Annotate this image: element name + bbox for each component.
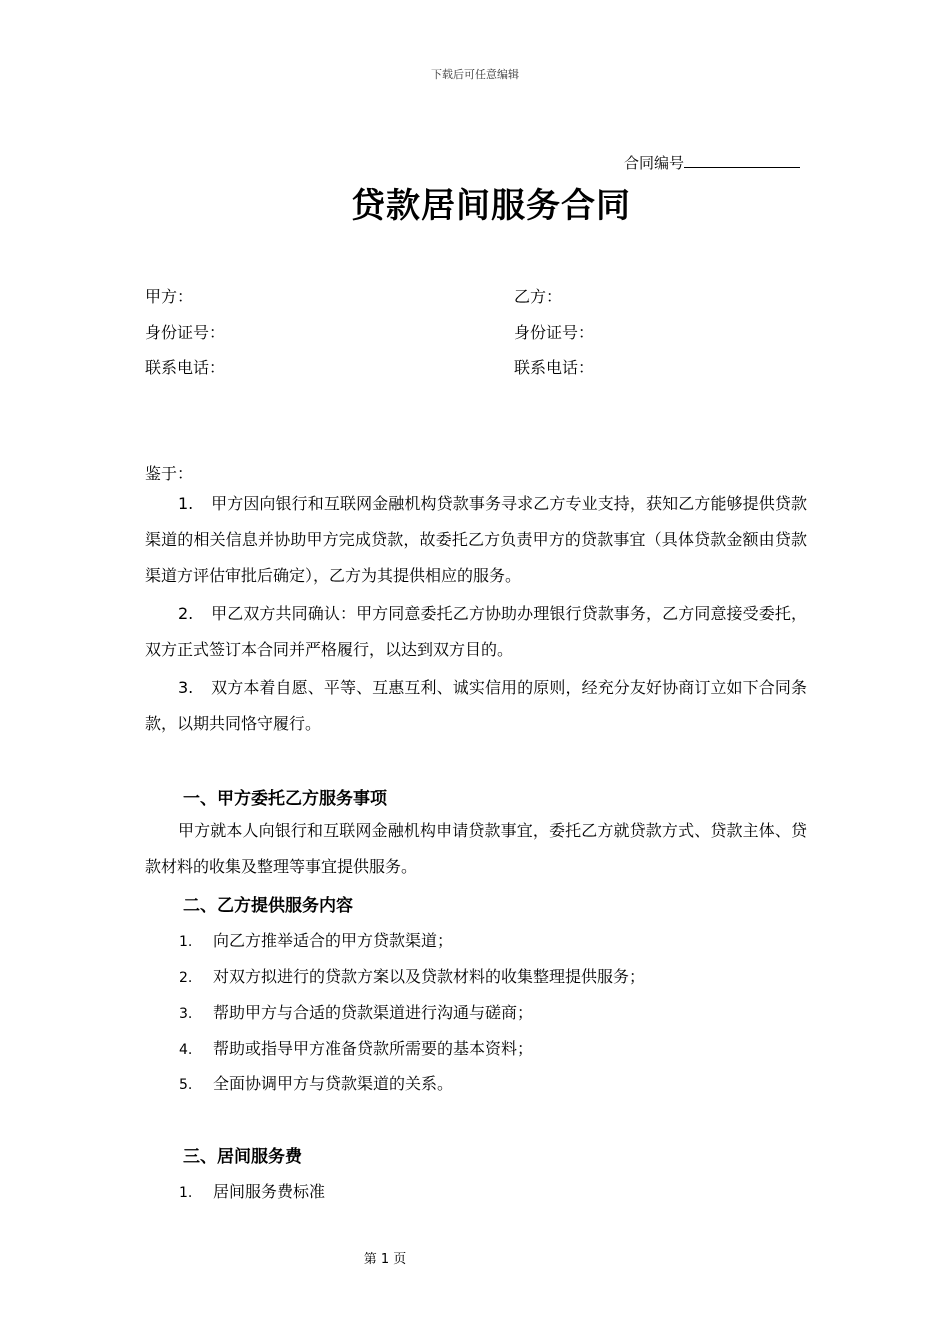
service-item-number: 3. (179, 1006, 193, 1022)
party-a-label: 甲方： (145, 287, 194, 306)
service-item-number: 2. (179, 970, 193, 986)
party-b-id-label: 身份证号： (514, 323, 595, 342)
page-number-prefix: 第 (363, 1252, 377, 1267)
whereas-item-number: 2. (178, 604, 194, 623)
whereas-item-number: 3. (178, 678, 194, 697)
section-1-heading: 一、甲方委托乙方服务事项 (183, 789, 387, 809)
page-header: 下载后可任意编辑 (431, 68, 519, 81)
document-title: 贷款居间服务合同 (351, 186, 631, 226)
service-item-4 (179, 1036, 533, 1059)
page-footer (0, 1248, 770, 1267)
contract-number-label: 合同编号 (624, 154, 685, 172)
section-1-text: 甲方就本人向银行和互联网金融机构申请贷款事宜，委托乙方就贷款方式、贷款主体、贷款材料的收集及整理等事宜提供服务。 (145, 821, 807, 876)
section-3-heading: 三、居间服务费 (183, 1147, 302, 1167)
whereas-item-text: 双方本着自愿、平等、互惠互利、诚实信用的原则，经充分友好协商订立如下合同条款，以期共同恪守履行。 (145, 678, 807, 733)
whereas-item-3 (145, 670, 807, 742)
whereas-label: 鉴于： (145, 464, 194, 483)
service-item-text: 向乙方推举适合的甲方贷款渠道； (213, 931, 454, 950)
service-item-number: 1. (179, 934, 193, 950)
fee-item-number: 1. (179, 1185, 193, 1201)
service-item-number: 5. (179, 1077, 193, 1093)
service-item-text: 对双方拟进行的贷款方案以及贷款材料的收集整理提供服务； (213, 967, 646, 986)
service-item-text: 帮助甲方与合适的贷款渠道进行沟通与磋商； (213, 1003, 534, 1022)
service-item-2 (179, 964, 645, 987)
whereas-item-1 (145, 486, 807, 594)
contract-number (624, 152, 800, 173)
party-a-id-label: 身份证号： (145, 323, 226, 342)
contract-number-blank (684, 153, 800, 168)
fee-item-text: 居间服务费标准 (213, 1182, 326, 1201)
whereas-item-text: 甲方因向银行和互联网金融机构贷款事务寻求乙方专业支持，获知乙方能够提供贷款渠道的相关信息并协助甲方完成贷款，故委托乙方负责甲方的贷款事宜（具体贷款金额由贷款渠道方评估审批后确定），乙方为其提供相应的服务。 (145, 494, 807, 585)
fee-item-1 (179, 1179, 325, 1202)
party-b-phone-label: 联系电话： (514, 358, 595, 377)
whereas-item-number: 1. (178, 494, 194, 513)
service-item-text: 帮助或指导甲方准备贷款所需要的基本资料； (213, 1039, 534, 1058)
service-item-1 (179, 928, 453, 951)
section-2-heading: 二、乙方提供服务内容 (183, 896, 353, 916)
service-item-5 (179, 1071, 453, 1094)
service-item-3 (179, 1000, 533, 1023)
page-number: 1 (380, 1252, 390, 1267)
service-item-text: 全面协调甲方与贷款渠道的关系。 (213, 1074, 454, 1093)
party-a-phone-label: 联系电话： (145, 358, 226, 377)
whereas-item-text: 甲乙双方共同确认：甲方同意委托乙方协助办理银行贷款事务，乙方同意接受委托，双方正式签订本合同并严格履行，以达到双方目的。 (145, 604, 807, 659)
service-item-number: 4. (179, 1042, 193, 1058)
page-number-suffix: 页 (393, 1252, 407, 1267)
party-b-label: 乙方： (514, 287, 563, 306)
whereas-item-2 (145, 596, 807, 668)
